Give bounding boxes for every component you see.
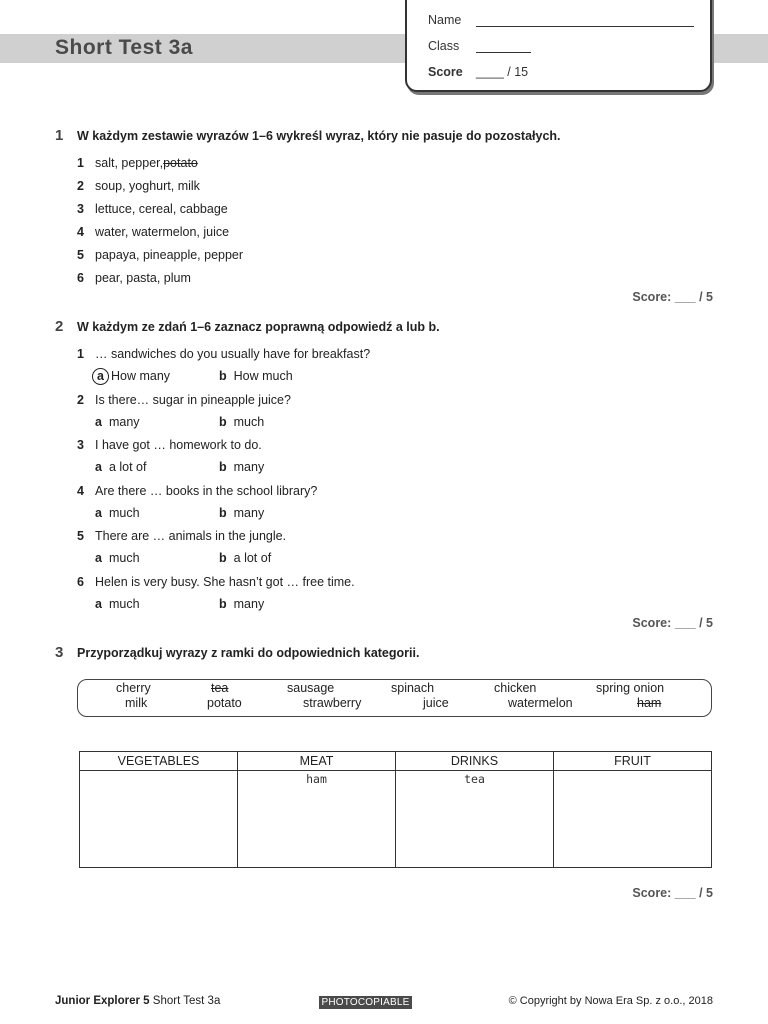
exercise-1-number: 1 — [55, 127, 64, 144]
option-b[interactable] — [219, 595, 264, 613]
cell-meat[interactable]: ham — [238, 771, 396, 868]
header-meat: MEAT — [238, 752, 396, 771]
word-tea[interactable]: tea — [211, 681, 229, 695]
exercise-2-number: 2 — [55, 318, 64, 335]
question-item — [77, 529, 477, 575]
option-text: a lot of — [108, 460, 147, 474]
list-item — [77, 225, 243, 248]
word-milk[interactable]: milk — [125, 696, 148, 710]
list-item — [77, 156, 243, 179]
class-field[interactable] — [476, 52, 531, 53]
option-text: How many — [111, 369, 171, 383]
question-text: … sandwiches do you usually have for breakfast? — [95, 347, 371, 361]
item-text[interactable]: pear, pasta, plum — [95, 271, 191, 285]
item-number: 1 — [77, 347, 84, 361]
question-text: There are … animals in the jungle. — [95, 529, 287, 543]
option-b[interactable] — [219, 367, 293, 385]
option-text: many — [108, 414, 140, 429]
option-text: much — [233, 414, 265, 429]
name-label: Name — [428, 13, 462, 27]
item-number: 2 — [77, 179, 84, 193]
list-item — [77, 248, 243, 271]
option-b[interactable] — [219, 413, 264, 431]
option-text: many — [233, 505, 265, 520]
option-letter: a — [95, 596, 102, 611]
question-text: Is there… sugar in pineapple juice? — [95, 392, 291, 407]
footer-book-title: Junior Explorer 5 — [55, 995, 150, 1007]
word-strawberry[interactable]: strawberry — [303, 696, 362, 710]
exercise-1-score: Score: ___ / 5 — [632, 290, 713, 304]
word-spinach[interactable]: spinach — [391, 681, 435, 695]
circled-option-letter: a — [92, 368, 109, 385]
item-text[interactable]: papaya, pineapple, pepper — [95, 248, 244, 262]
option-letter: a — [95, 414, 102, 429]
word-chicken[interactable]: chicken — [494, 681, 537, 695]
exercise-1-instruction: W każdym zestawie wyrazów 1–6 wykreśl wyraz, który nie pasuje do pozostałych. — [77, 129, 561, 143]
word-juice[interactable]: juice — [423, 696, 449, 710]
option-text: many — [233, 596, 265, 611]
option-a[interactable] — [95, 549, 140, 567]
question-text: I have got … homework to do. — [95, 438, 262, 452]
cell-vegetables[interactable] — [80, 771, 238, 868]
option-letter: b — [219, 596, 227, 611]
option-a[interactable] — [95, 595, 140, 613]
option-text: much — [108, 505, 140, 520]
question-item — [77, 438, 477, 484]
question-item — [77, 575, 477, 621]
option-a[interactable] — [95, 413, 140, 431]
footer-book-info — [55, 995, 220, 1007]
option-letter: b — [219, 414, 227, 429]
item-number: 3 — [77, 438, 84, 452]
item-number: 3 — [77, 202, 84, 216]
option-text: a lot of — [233, 551, 272, 565]
option-b[interactable] — [219, 504, 264, 522]
list-item — [77, 271, 243, 294]
option-letter: b — [219, 369, 227, 383]
item-number: 5 — [77, 248, 84, 262]
option-a[interactable] — [95, 504, 140, 522]
cell-fruit[interactable] — [554, 771, 712, 868]
word-ham[interactable]: ham — [637, 696, 662, 710]
question-item — [77, 393, 477, 439]
word-watermelon[interactable]: watermelon — [508, 696, 573, 710]
score-label: Score — [428, 65, 463, 79]
option-letter: b — [219, 551, 227, 565]
header-fruit: FRUIT — [554, 752, 712, 771]
list-item — [77, 202, 243, 225]
option-text: much — [108, 551, 140, 565]
list-item — [77, 179, 243, 202]
item-text[interactable]: lettuce, cereal, cabbage — [95, 202, 228, 216]
exercise-1-list — [77, 156, 243, 294]
exercise-3-number: 3 — [55, 644, 64, 661]
item-number: 1 — [77, 156, 84, 170]
option-text: How much — [233, 369, 293, 383]
question-item — [77, 484, 477, 530]
option-letter: a — [95, 505, 102, 520]
exercise-2-instruction: W każdym ze zdań 1–6 zaznacz poprawną odpowiedź a lub b. — [77, 320, 440, 334]
item-text[interactable]: water, watermelon, juice — [95, 225, 230, 239]
option-letter: a — [95, 460, 102, 474]
word-box — [77, 679, 712, 717]
exercise-2-score: Score: ___ / 5 — [632, 616, 713, 630]
question-item — [77, 347, 477, 393]
footer-test-name: Short Test 3a — [152, 995, 221, 1007]
option-a[interactable] — [95, 458, 146, 476]
option-letter: a — [95, 551, 102, 565]
item-text: salt, pepper, — [95, 156, 164, 170]
word-sausage[interactable]: sausage — [287, 681, 335, 695]
photocopiable-badge: PHOTOCOPIABLE — [319, 996, 412, 1009]
cell-drinks[interactable]: tea — [396, 771, 554, 868]
option-b[interactable] — [219, 549, 271, 567]
header-drinks: DRINKS — [396, 752, 554, 771]
option-letter: b — [219, 460, 227, 474]
footer-copyright: © Copyright by Nowa Era Sp. z o.o., 2018 — [508, 995, 713, 1007]
word-spring-onion[interactable]: spring onion — [596, 681, 665, 695]
total-score: ____ / 15 — [476, 65, 529, 79]
option-text: much — [108, 596, 140, 611]
exercise-3-instruction: Przyporządkuj wyrazy z ramki do odpowiednich kategorii. — [77, 646, 420, 660]
student-info-box — [405, 0, 712, 92]
option-a[interactable] — [95, 367, 170, 385]
page-title: Short Test 3a — [55, 36, 193, 59]
name-field[interactable] — [476, 26, 694, 27]
item-number: 4 — [77, 483, 84, 498]
struck-word[interactable]: potato — [163, 156, 198, 170]
exercise-2-list — [77, 347, 477, 620]
option-b[interactable] — [219, 458, 264, 476]
exercise-3-score: Score: ___ / 5 — [632, 886, 713, 900]
item-number: 6 — [77, 574, 84, 589]
category-table — [79, 751, 712, 868]
item-number: 4 — [77, 225, 84, 239]
class-label: Class — [428, 39, 460, 53]
item-number: 6 — [77, 271, 84, 285]
option-text: many — [233, 460, 265, 474]
question-text: Are there … books in the school library? — [95, 483, 318, 498]
word-cherry[interactable]: cherry — [116, 681, 151, 695]
question-text: Helen is very busy. She hasn’t got … free time. — [95, 574, 355, 589]
header-vegetables: VEGETABLES — [80, 752, 238, 771]
word-potato[interactable]: potato — [207, 696, 242, 710]
item-text[interactable]: soup, yoghurt, milk — [95, 179, 200, 193]
item-number: 5 — [77, 529, 84, 543]
option-letter: b — [219, 505, 227, 520]
item-number: 2 — [77, 392, 84, 407]
